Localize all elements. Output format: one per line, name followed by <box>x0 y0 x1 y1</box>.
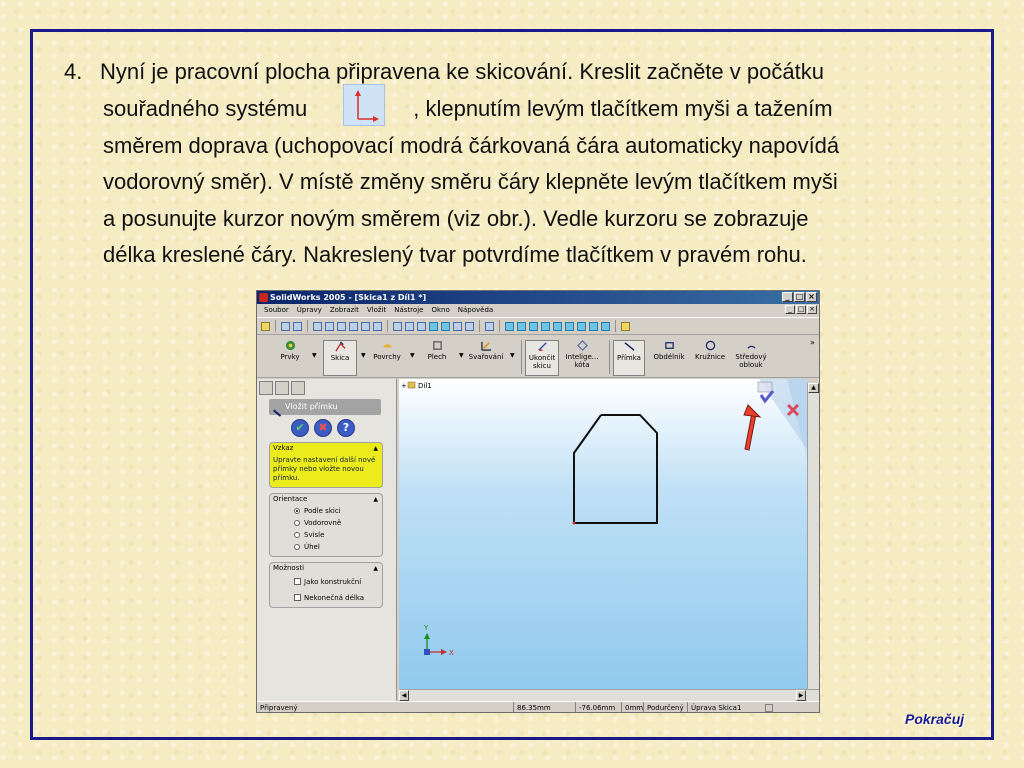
pan-icon[interactable] <box>373 322 382 331</box>
ok-button[interactable]: ✔ <box>291 419 309 437</box>
message-text: Upravte nastavení další nové přímky nebo vložte novou přímku. <box>273 456 376 482</box>
menu-bar <box>257 304 819 316</box>
tab-plech[interactable]: Plech <box>423 340 451 376</box>
tab-skica[interactable]: Skica <box>323 340 357 376</box>
sketch-profile[interactable] <box>574 415 657 523</box>
property-manager-pane <box>257 379 397 701</box>
circle-icon <box>705 340 716 351</box>
view-top-icon[interactable] <box>553 322 562 331</box>
sketch-origin-icon <box>343 84 385 126</box>
menu-item-vlozit[interactable]: Vložit <box>366 306 387 314</box>
line-icon <box>273 404 286 417</box>
solidworks-screenshot <box>256 290 820 713</box>
options-group: Možnosti ▲ Jako konstrukční Nekonečná délka <box>269 562 383 608</box>
rebuild-icon[interactable] <box>281 322 290 331</box>
continue-link[interactable]: Pokračuj <box>905 711 965 727</box>
weldments-icon <box>481 340 492 351</box>
graphics-area[interactable] <box>399 379 807 701</box>
menu-item-zobrazit[interactable]: Zobrazit <box>329 306 359 314</box>
view-bottom-icon[interactable] <box>565 322 574 331</box>
instruction-text <box>64 54 974 274</box>
tab-svarovani[interactable]: Svařování <box>467 340 505 376</box>
view-right-icon[interactable] <box>541 322 550 331</box>
message-group: Vzkaz ▲ Upravte nastavení další nové přímky nebo vložte novou přímku. <box>269 442 383 488</box>
status-toggle-icon[interactable] <box>765 704 773 712</box>
status-bar <box>257 701 819 713</box>
features-icon <box>285 340 296 351</box>
wireframe-icon[interactable] <box>393 322 402 331</box>
radio-vodorovne[interactable]: Vodorovně <box>270 517 382 529</box>
vertical-scrollbar[interactable] <box>807 383 819 698</box>
status-ready: Připravený <box>260 704 298 712</box>
svg-text:Y: Y <box>424 624 429 632</box>
sheet-metal-icon <box>432 340 443 351</box>
line-icon <box>624 341 635 352</box>
zoom-area-icon[interactable] <box>325 322 334 331</box>
centerpoint-arc-button[interactable]: Středový oblouk <box>733 340 769 376</box>
line-button[interactable]: Přímka <box>613 340 645 376</box>
window-titlebar <box>257 291 819 304</box>
rotate-icon[interactable] <box>361 322 370 331</box>
menu-item-upravy[interactable]: Úpravy <box>296 306 322 314</box>
window-title: SolidWorks 2005 - [Skica1 z Díl1 *] <box>270 293 427 302</box>
circle-button[interactable]: Kružnice <box>693 340 727 376</box>
step-number: 4. <box>64 59 83 84</box>
section-view-icon[interactable] <box>465 322 474 331</box>
doc-minimize-icon[interactable]: _ <box>785 305 795 314</box>
smart-dimension-button[interactable]: Intelige... kóta <box>563 340 601 376</box>
instruction-line-2: souřadného systému , klepnutím levým tlačítkem myši a tažením <box>64 91 974 128</box>
status-x-coordinate: 86.35mm <box>513 702 551 713</box>
horizontal-scrollbar[interactable] <box>399 689 819 701</box>
confirm-sketch-corner-icon[interactable] <box>758 382 773 401</box>
hidden-lines-icon[interactable] <box>405 322 414 331</box>
zoom-selection-icon[interactable] <box>349 322 358 331</box>
appearance-icon[interactable] <box>621 322 630 331</box>
feature-tree-tab-icon[interactable] <box>259 381 273 395</box>
cancel-button[interactable]: ✖ <box>314 419 332 437</box>
menu-item-soubor[interactable]: Soubor <box>264 306 289 314</box>
hidden-removed-icon[interactable] <box>417 322 426 331</box>
select-icon[interactable] <box>261 322 270 331</box>
instruction-line-5: a posunujte kurzor novým směrem (viz obr.). Vedle kurzoru se zobrazuje <box>103 205 809 231</box>
help-button[interactable]: ? <box>337 419 355 437</box>
collapse-icon[interactable]: ▲ <box>373 445 378 452</box>
view-front-icon[interactable] <box>505 322 514 331</box>
smart-dimension-icon <box>577 340 588 351</box>
tab-prvky[interactable]: Prvky <box>275 340 305 376</box>
exit-sketch-icon <box>537 341 548 352</box>
menu-item-nastroje[interactable]: Nástroje <box>394 306 424 314</box>
more-chevron-icon[interactable]: » <box>810 338 815 347</box>
collapse-icon[interactable]: ▲ <box>373 565 378 572</box>
status-sketch-state: Podurčený <box>643 702 684 713</box>
doc-maximize-icon[interactable]: □ <box>797 305 805 313</box>
tab-povrchy[interactable]: Povrchy <box>369 340 405 376</box>
scroll-right-icon[interactable]: ▶ <box>796 690 806 701</box>
doc-close-icon[interactable]: × <box>807 305 817 314</box>
svg-text:X: X <box>449 649 454 657</box>
maximize-icon[interactable]: □ <box>795 292 804 301</box>
exit-sketch-button[interactable]: Ukončit skicu <box>525 340 559 376</box>
radio-svisle[interactable]: Svisle <box>270 529 382 541</box>
shaded-icon[interactable] <box>441 322 450 331</box>
view-left-icon[interactable] <box>529 322 538 331</box>
minimize-icon[interactable]: _ <box>782 292 793 302</box>
rectangle-icon <box>664 340 675 351</box>
centerpoint-arc-icon <box>746 340 757 351</box>
zoom-fit-icon[interactable] <box>313 322 322 331</box>
scroll-left-icon[interactable]: ◀ <box>399 690 409 701</box>
normal-to-icon[interactable] <box>485 322 494 331</box>
property-manager-title: Vložit přímku <box>269 399 381 415</box>
radio-podle-skici[interactable]: Podle skici <box>270 505 382 517</box>
view-trimetric-icon[interactable] <box>589 322 598 331</box>
menu-item-okno[interactable]: Okno <box>431 306 450 314</box>
zoom-in-out-icon[interactable] <box>337 322 346 331</box>
svg-text:+: + <box>401 382 407 390</box>
povrchy-dropdown-icon[interactable]: ▼ <box>410 352 415 359</box>
prvky-dropdown-icon[interactable]: ▼ <box>312 352 317 359</box>
close-icon[interactable]: × <box>806 292 817 302</box>
rectangle-button[interactable]: Obdélník <box>651 340 687 376</box>
grid-icon[interactable] <box>293 322 302 331</box>
instruction-line-3: směrem doprava (uchopovací modrá čárkovaná čára automaticky napovídá <box>103 132 840 158</box>
radio-uhel[interactable]: Úhel <box>270 541 382 553</box>
skica-dropdown-icon[interactable]: ▼ <box>361 352 366 359</box>
svarovani-dropdown-icon[interactable]: ▼ <box>510 352 515 359</box>
instruction-line-6: délka kreslené čáry. Nakreslený tvar potvrdíme tlačítkem v pravém rohu. <box>103 242 807 268</box>
instruction-line-4: vodorovný směr). V místě změny směru čáry klepněte levým tlačítkem myši <box>103 169 838 195</box>
shaded-edges-icon[interactable] <box>429 322 438 331</box>
solidworks-logo-icon <box>259 293 268 302</box>
svg-text:Díl1: Díl1 <box>418 382 432 390</box>
checkbox-jako-konstrukcni[interactable]: Jako konstrukční <box>270 576 382 588</box>
shadows-icon[interactable] <box>453 322 462 331</box>
configuration-tab-icon[interactable] <box>291 381 305 395</box>
instruction-line-1: Nyní je pracovní plocha připravena ke skicování. Kreslit začněte v počátku <box>100 59 824 84</box>
sketch-icon <box>335 341 346 352</box>
plech-dropdown-icon[interactable]: ▼ <box>459 352 464 359</box>
scroll-up-icon[interactable]: ▲ <box>808 383 819 393</box>
status-z-coordinate: 0mm <box>621 702 643 713</box>
status-y-coordinate: -76.06mm <box>575 702 615 713</box>
view-toolbar <box>257 317 819 335</box>
checkbox-nekonecna-delka[interactable]: Nekonečná délka <box>270 592 382 604</box>
view-iso-icon[interactable] <box>577 322 586 331</box>
orientation-group: Orientace ▲ Podle skici Vodorovně Svisle Úhel <box>269 493 383 557</box>
origin-point <box>573 522 576 525</box>
view-dimetric-icon[interactable] <box>601 322 610 331</box>
status-edit-mode: Úprava Skica1 <box>687 702 741 713</box>
menu-item-napoveda[interactable]: Nápověda <box>457 306 494 314</box>
view-back-icon[interactable] <box>517 322 526 331</box>
tree-root-node[interactable] <box>401 382 432 390</box>
property-manager-tab-icon[interactable] <box>275 381 289 395</box>
sketch-origin-axes <box>423 624 454 657</box>
command-manager <box>257 336 819 378</box>
callout-arrow <box>744 405 760 450</box>
collapse-icon[interactable]: ▲ <box>373 496 378 503</box>
surfaces-icon <box>382 340 393 351</box>
